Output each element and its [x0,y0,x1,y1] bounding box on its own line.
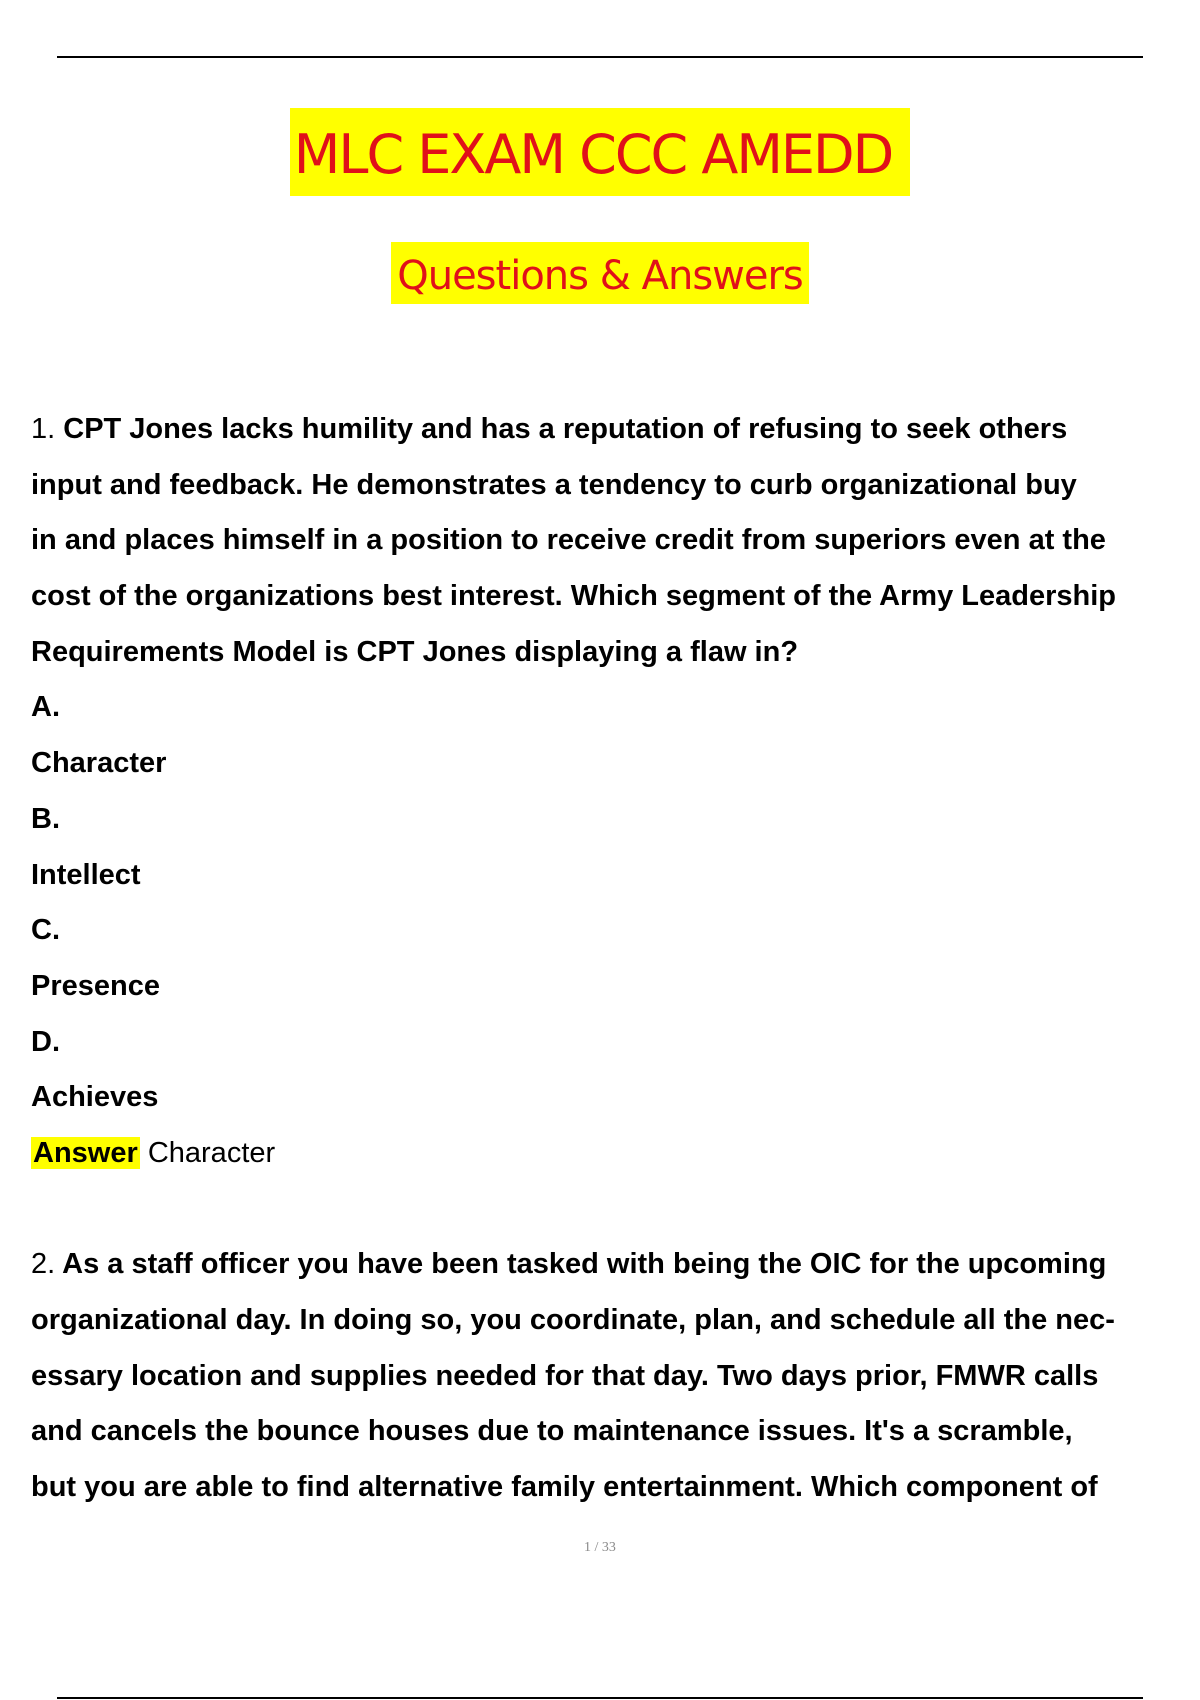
question-line: cost of the organizations best interest. Which segment of the Army Leadership [31,580,1116,613]
answer-label: Answer [33,1136,138,1169]
top-rule [57,56,1143,58]
question-line: Requirements Model is CPT Jones displaying a flaw in? [31,635,799,668]
questions-content [31,402,1200,1516]
question-line [31,402,1200,458]
option-letter: D. [31,1025,60,1058]
title-container [0,108,1200,196]
question-line [31,1237,1200,1293]
option-letter: B. [31,802,60,835]
question-1 [31,402,1200,1182]
option-letter: C. [31,914,60,947]
subtitle-container [0,242,1200,304]
option-text: Character [31,747,167,780]
question-line: input and feedback. He demonstrates a tendency to curb organizational buy [31,468,1077,501]
page-indicator: 1 / 33 [584,1540,616,1555]
question-text: As a staff officer you have been tasked with being the OIC for the upcoming [62,1248,1107,1281]
question-text: CPT Jones lacks humility and has a reputation of refusing to seek others [63,413,1068,445]
question-spacer [31,1182,1200,1238]
option-text: Intellect [31,858,141,891]
question-line: and cancels the bounce houses due to maintenance issues. It's a scramble, [31,1415,1073,1448]
option-text: Presence [31,969,160,1002]
question-number: 1. [31,413,56,445]
answer-text: Character [147,1136,276,1169]
document-title: MLC EXAM CCC AMEDD [290,108,910,196]
question-2 [31,1237,1200,1515]
question-line: essary location and supplies needed for that day. Two days prior, FMWR calls [31,1359,1099,1392]
answer-line [31,1126,1200,1182]
option-text: Achieves [31,1081,159,1114]
question-number: 2. [31,1248,56,1281]
document-subtitle: Questions & Answers [391,242,809,304]
bottom-rule [57,1697,1143,1699]
question-line: in and places himself in a position to receive credit from superiors even at the [31,524,1106,557]
question-line: organizational day. In doing so, you coordinate, plan, and schedule all the nec- [31,1304,1115,1336]
option-letter: A. [31,691,60,724]
question-line: but you are able to find alternative family entertainment. Which component of [31,1471,1098,1504]
